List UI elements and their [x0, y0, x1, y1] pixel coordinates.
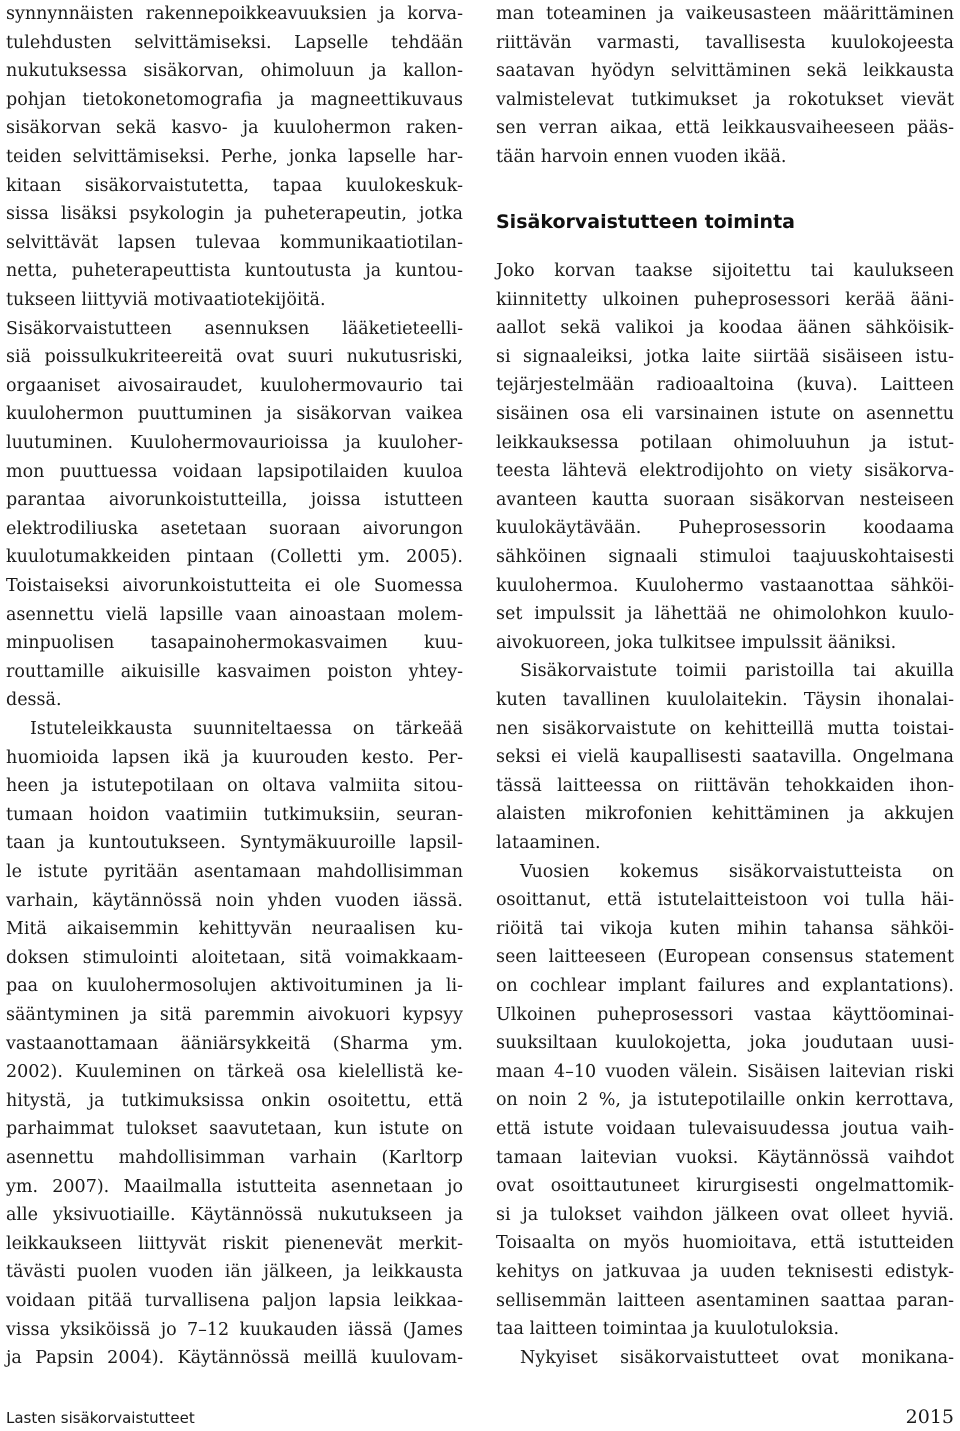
- text-line: tejärjestelmään radioaaltoina (kuva). Laitteen: [496, 375, 954, 396]
- text-line: tulehdusten selvittämiseksi. Lapselle tehdään: [6, 32, 463, 53]
- text-line: nukutuksessa sisäkorvan, ohimoluun ja kallon-: [6, 61, 463, 82]
- text-line: seen laitteeseen (European consensus statement: [496, 947, 954, 968]
- text-line: ovat osoittautuneet kirurgisesti ongelmattomik-: [496, 1176, 954, 1197]
- text-line: maan 4–10 vuoden välein. Sisäisen laitevian riski: [496, 1061, 954, 1082]
- text-line: nen sisäkorvaistute on kehitteillä mutta toistai-: [496, 718, 954, 739]
- text-line: kuulokäytävään. Puheprosessorin koodaama: [496, 518, 954, 539]
- text-line: sellisemmän laitteen asentaminen saattaa paran-: [496, 1290, 954, 1311]
- text-line: leikkaukseen liittyvät riskit pienenevät merkit-: [6, 1233, 463, 1254]
- footer-year: 2015: [905, 1406, 954, 1428]
- text-line: tään harvoin ennen vuoden ikää.: [496, 147, 787, 167]
- text-line: aivokuoreen, joka tulkitsee impulssit ääniksi.: [496, 632, 897, 653]
- text-line: alaisten mikrofonien kehittäminen ja akkujen: [496, 804, 954, 825]
- text-line: selvittävät lapsen tulevaa kommunikaatiotilan-: [6, 232, 463, 253]
- text-line: että istute voidaan tulevaisuudessa joutua vaih-: [496, 1119, 954, 1139]
- text-line: huomioida lapsen ikä ja kuurouden kesto. Per-: [6, 747, 463, 768]
- text-line: seksi ei vielä kaupallisesti saatavilla. Ongelmana: [496, 747, 954, 768]
- text-line: sääntyminen ja sitä paremmin aivokuori kypsyy: [6, 1005, 463, 1025]
- text-line: ym. 2007). Maailmalla istutteita asennetaan jo: [6, 1176, 463, 1197]
- text-line: Sisäkorvaistutteen asennuksen lääketieteelli-: [6, 318, 463, 339]
- text-line: heen ja istutepotilaan on oltava valmiita sitou-: [6, 776, 463, 797]
- text-line: kitaan sisäkorvaistutetta, tapaa kuulokeskuk-: [6, 175, 463, 196]
- text-line: 2002). Kuuleminen on tärkeä osa kielellistä ke-: [6, 1062, 463, 1083]
- text-line: sissa lisäksi psykologin ja puheterapeutin, jotka: [6, 204, 463, 225]
- text-line: tässä laitteessa on riittävän tehokkaiden ihon-: [496, 775, 954, 796]
- text-line: avanteen kautta suoraan sisäkorvan nesteiseen: [496, 489, 954, 510]
- text-line: riittävän varmasti, tavallisesta kuulokojeesta: [496, 32, 954, 53]
- text-line: lataaminen.: [496, 833, 601, 853]
- text-line: tamaan laitevian vuoksi. Käytännössä vaihdot: [496, 1147, 954, 1168]
- text-line: taa laitteen toimintaa ja kuulotuloksia.: [496, 1319, 840, 1340]
- text-line: voidaan pitää turvallisena paljon lapsia leikkaa-: [6, 1291, 463, 1311]
- text-line: netta, puheterapeuttista kuntoutusta ja kuntou-: [6, 261, 463, 282]
- text-line: aallot sekä valikoi ja koodaa äänen sähköisik-: [496, 318, 954, 339]
- text-line: kuulohermoa. Kuulohermo vastaanottaa sähköi-: [496, 575, 954, 596]
- text-line: sähköinen signaali stimuloi taajuuskohtaisesti: [496, 547, 954, 567]
- text-line: routtamille aikuisille kasvaimen poiston yhtey-: [6, 661, 463, 682]
- text-line: siä poissulkukriteereitä ovat suuri nukutusriski,: [6, 347, 463, 368]
- text-line: vissa yksiköissä jo 7–12 kuukauden iässä (James: [6, 1319, 463, 1340]
- text-line: Toistaiseksi aivorunkoistutteita ei ole Suomessa: [6, 576, 463, 596]
- text-line: valmistelevat tutkimukset ja rokotukset vievät: [496, 89, 954, 110]
- text-line: kiinnitetty ulkoinen puheprosessori kerää ääni-: [496, 289, 954, 310]
- text-line: pohjan tietokonetomografia ja magneettikuvaus: [6, 89, 463, 110]
- text-line: paa on kuulohermosolujen aktivoituminen ja li-: [6, 976, 463, 997]
- text-line: le istute pyritään asentamaan mahdollisimman: [6, 862, 463, 882]
- text-line: orgaaniset aivosairaudet, kuulohermovaurio tai: [6, 375, 463, 396]
- right-text-column: [496, 0, 954, 1400]
- text-line: elektrodiliuska asetetaan suoraan aivorungon: [6, 518, 463, 539]
- text-line: Toisaalta on myös huomioitava, että istutteiden: [496, 1233, 954, 1254]
- text-line: kuulotumakkeiden pintaan (Colletti ym. 2005).: [6, 547, 463, 568]
- text-line: on noin 2 %, ja istutepotilaille onkin kerrottava,: [496, 1090, 954, 1111]
- text-line: hitystä, ja tutkimuksissa onkin osoitettu, että: [6, 1090, 463, 1111]
- text-line: teiden selvittämiseksi. Perhe, jonka lapselle har-: [6, 147, 463, 167]
- text-line: si signaaleiksi, jotka laite siirtää sisäiseen istu-: [496, 346, 954, 367]
- text-line: sisäinen osa eli varsinainen istute on asennettu: [496, 404, 954, 424]
- text-line: synnynnäisten rakennepoikkeavuuksien ja korva-: [6, 4, 463, 24]
- section-heading: Sisäkorvaistutteen toiminta: [496, 211, 795, 233]
- text-line: kuulohermon puuttuminen ja sisäkorvan vaikea: [6, 404, 463, 425]
- text-line: minpuolisen tasapainohermokasvaimen kuu-: [6, 633, 463, 654]
- text-line: leikkauksessa potilaan ohimoluuhun ja istut-: [496, 432, 954, 453]
- text-line: si ja tulokset vaihdon jälkeen ovat olleet hyviä.: [496, 1204, 954, 1225]
- text-line: tumaan hoidon vaatimiin tutkimuksiin, seuran-: [6, 804, 463, 825]
- text-line: Mitä aikaisemmin kehittyvän neuraalisen ku-: [6, 919, 463, 940]
- text-line: vastaanottamaan ääniärsykkeitä (Sharma ym.: [6, 1033, 463, 1054]
- text-line: set impulssit ja lähettää ne ohimolohkon kuulo-: [496, 604, 954, 625]
- text-line: sen verran aikaa, että leikkausvaiheeseen pääs-: [496, 118, 954, 139]
- text-line: dessä.: [6, 690, 62, 711]
- text-line: saatavan hyödyn selvittäminen sekä leikkausta: [496, 61, 954, 82]
- text-line: luutuminen. Kuulohermovaurioissa ja kuuloher-: [6, 433, 463, 453]
- text-line: alle yksivuotiaille. Käytännössä nukutukseen ja: [6, 1205, 463, 1226]
- text-line: Ulkoinen puheprosessori vastaa käyttöominai-: [496, 1004, 954, 1025]
- text-line: Vuosien kokemus sisäkorvaistutteista on: [520, 861, 954, 882]
- text-line: osoittanut, että istutelaitteistoon voi tulla häi-: [496, 890, 954, 911]
- text-line: kehitys on jatkuvaa ja uuden teknisesti edistyk-: [496, 1262, 954, 1282]
- text-line: man toteaminen ja vaikeusasteen määrittäminen: [496, 4, 954, 24]
- text-line: tukseen liittyviä motivaatiotekijöitä.: [6, 290, 326, 310]
- text-line: doksen stimulointi aloitetaan, sitä voimakkaam-: [6, 947, 463, 968]
- text-line: parhaimmat tulokset saavutetaan, kun istute on: [6, 1119, 463, 1140]
- text-line: sisäkorvan sekä kasvo- ja kuulohermon raken-: [6, 118, 463, 139]
- text-line: asennettu mahdollisimman varhain (Karltorp: [6, 1148, 463, 1168]
- text-line: teesta lähtevä elektrodijohto on viety sisäkorva-: [496, 461, 954, 482]
- text-line: ja Papsin 2004). Käytännössä meillä kuulovam-: [6, 1348, 463, 1369]
- text-line: asennettu vielä lapsille vaan ainoastaan molem-: [6, 604, 463, 625]
- text-line: riöitä tai vikoja kuten mihin tahansa sähköi-: [496, 918, 954, 939]
- text-line: varhain, käytännössä noin yhden vuoden iässä.: [6, 890, 463, 911]
- text-line: tävästi puolen vuoden iän jälkeen, ja leikkausta: [6, 1262, 463, 1283]
- text-line: Istuteleikkausta suunniteltaessa on tärkeää: [30, 719, 463, 739]
- left-text-column: [6, 0, 463, 1400]
- text-line: on cochlear implant failures and explantations).: [496, 976, 954, 996]
- text-line: Nykyiset sisäkorvaistutteet ovat monikana-: [520, 1347, 954, 1368]
- text-line: Joko korvan taakse sijoitettu tai kaulukseen: [496, 261, 954, 281]
- text-line: mon puuttuessa voidaan lapsipotilaiden kuuloa: [6, 461, 463, 482]
- text-line: taan ja kuntoutukseen. Syntymäkuuroille lapsil-: [6, 833, 463, 854]
- text-line: suuksiltaan kuulokojetta, joka joudutaan uusi-: [496, 1033, 954, 1054]
- text-line: Sisäkorvaistute toimii paristoilla tai akuilla: [520, 661, 954, 682]
- text-line: parantaa aivorunkoistutteilla, joissa istutteen: [6, 490, 463, 511]
- footer-running-title: Lasten sisäkorvaistutteet: [6, 1409, 195, 1427]
- text-line: kuten tavallinen kuulolaitekin. Täysin ihonalai-: [496, 690, 954, 710]
